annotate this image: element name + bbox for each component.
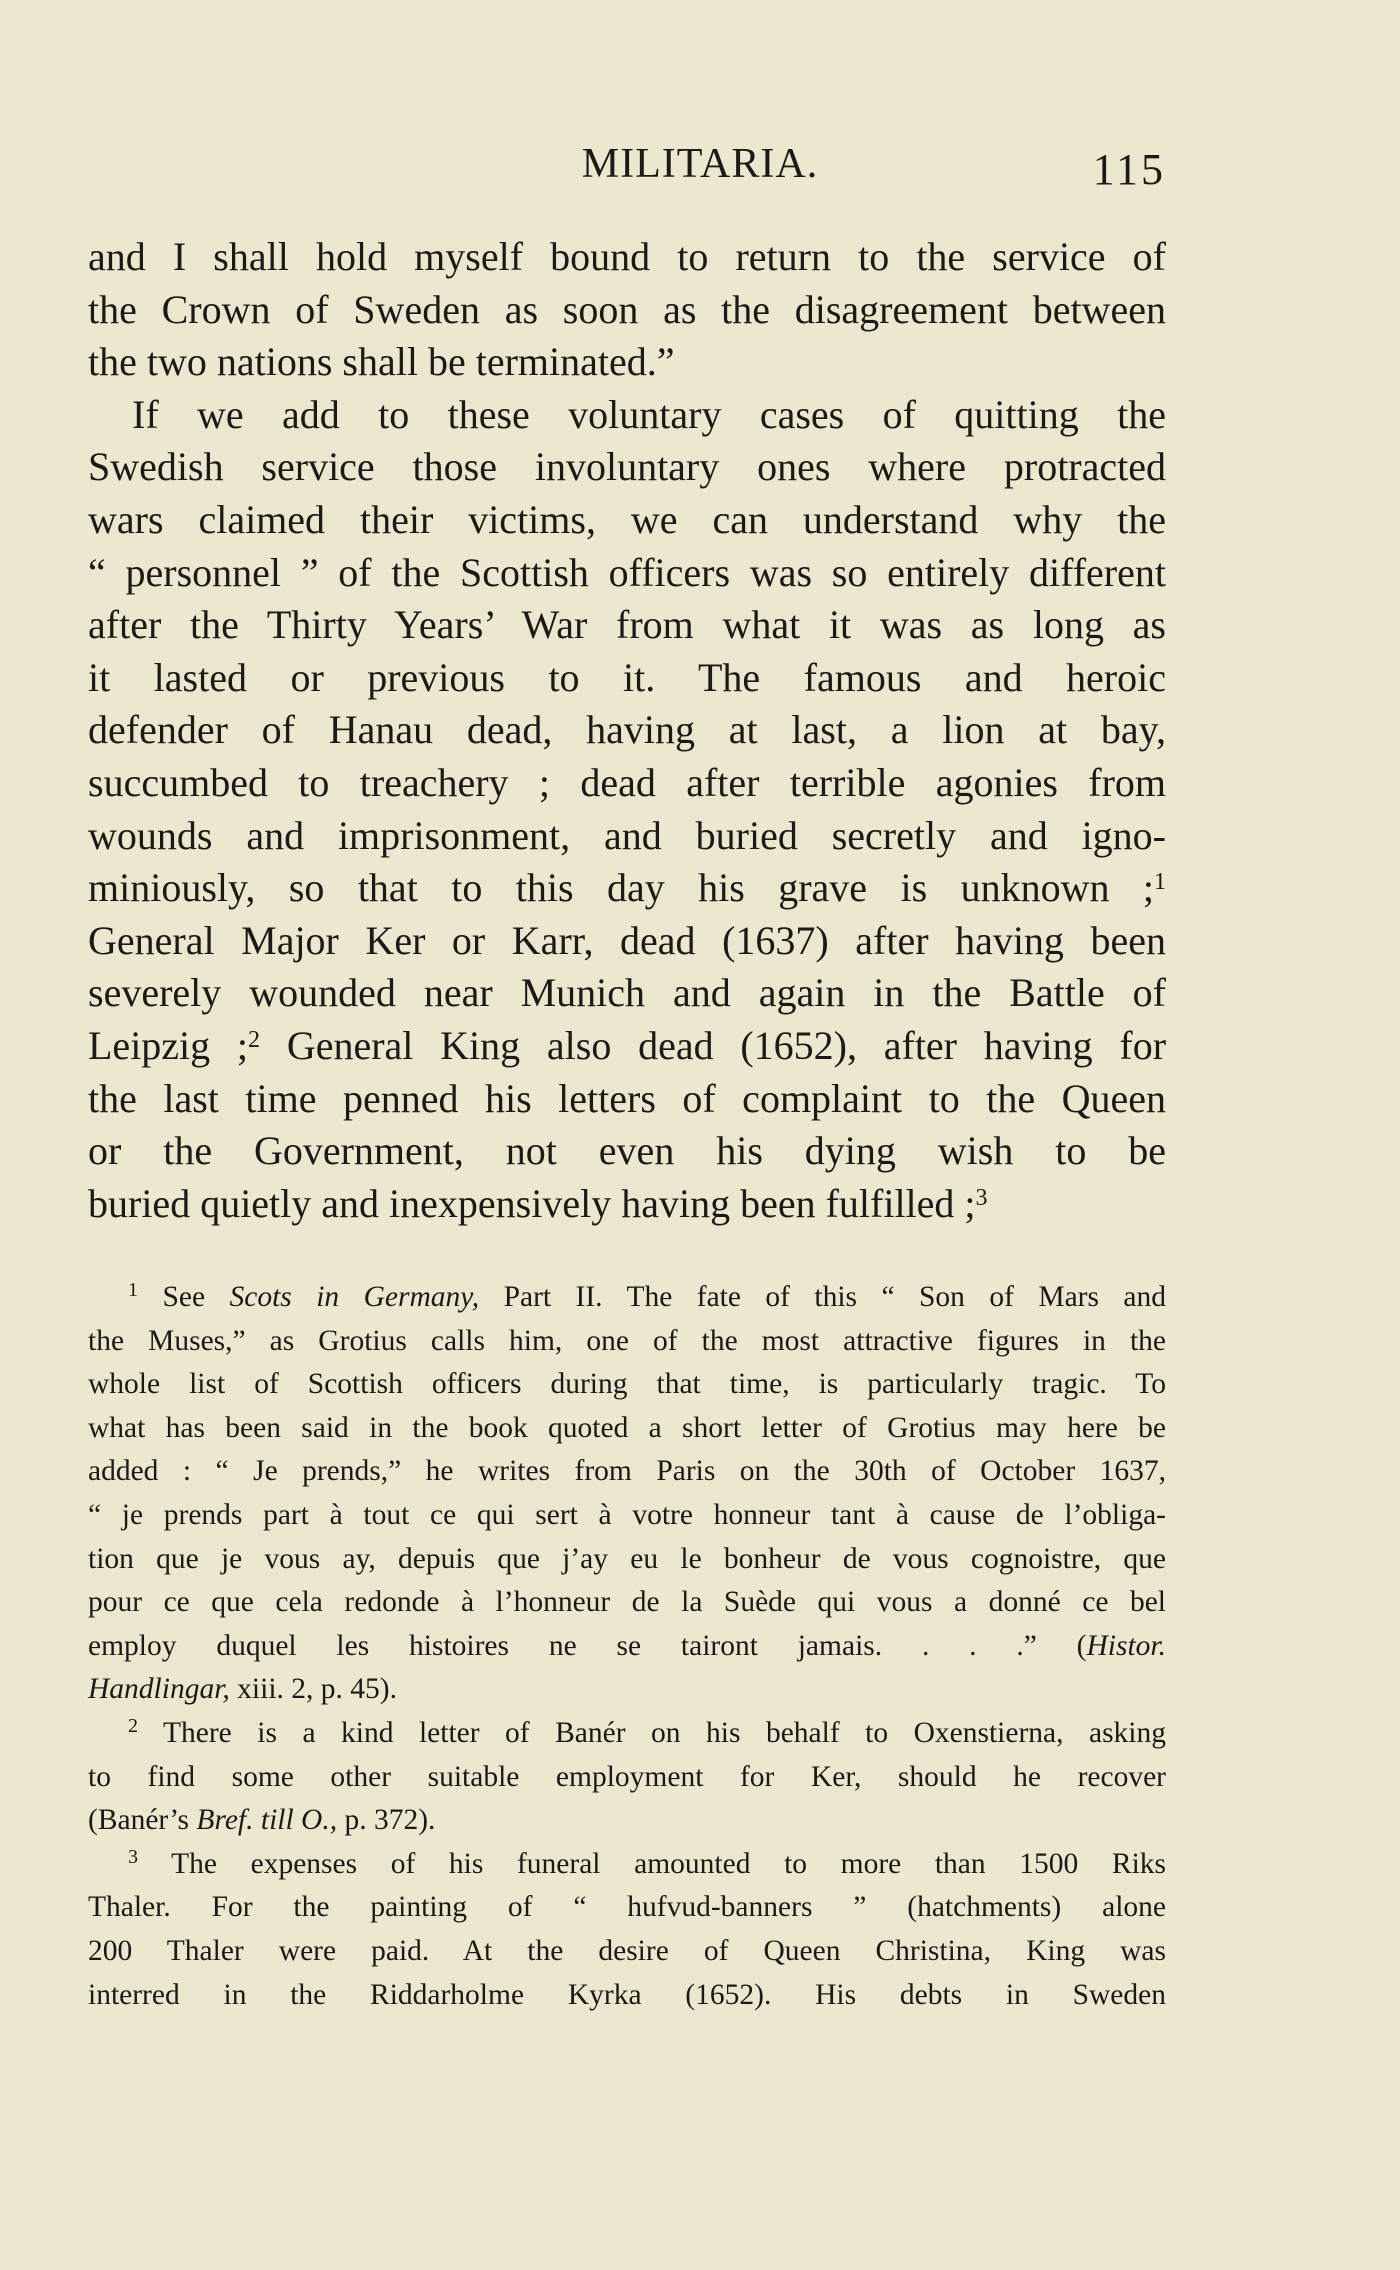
body-line: and I shall hold myself bound to return to the service of bbox=[88, 234, 1166, 279]
footnote-line bbox=[88, 1276, 1166, 1320]
footnote-text: There is a kind letter of Banér on his behalf to Oxenstierna, asking bbox=[163, 1716, 1166, 1749]
footnote-text: employ duquel les histoires ne se tairont jamais. . . .” ( bbox=[88, 1629, 1087, 1662]
footnote-line: whole list of Scottish officers during that time, is particularly tragic. To bbox=[88, 1368, 1166, 1401]
body-line: “ personnel ” of the Scottish officers was so entirely different bbox=[88, 549, 1166, 595]
body-text bbox=[88, 231, 1166, 1230]
book-title: Handlingar, bbox=[88, 1673, 230, 1706]
running-head bbox=[0, 140, 1400, 200]
body-line: If we add to these voluntary cases of quitting the bbox=[132, 391, 1166, 437]
body-line: the last time penned his letters of complaint to the Queen bbox=[88, 1075, 1166, 1121]
book-title: Bref. till O., bbox=[196, 1804, 338, 1837]
body-line bbox=[88, 1020, 1166, 1073]
body-line bbox=[88, 1178, 1166, 1231]
footnote-line bbox=[88, 1843, 1166, 1887]
body-line: it lasted or previous to it. The famous and heroic bbox=[88, 654, 1166, 700]
footnote-marker: 2 bbox=[248, 1026, 261, 1053]
body-line: General Major Ker or Karr, dead (1637) after having been bbox=[88, 917, 1166, 963]
footnote-marker: 3 bbox=[975, 1184, 988, 1211]
footnote-number: 3 bbox=[128, 1845, 139, 1868]
footnote-text: xiii. 2, p. 45). bbox=[237, 1673, 397, 1706]
body-line: or the Government, not even his dying wish to be bbox=[88, 1128, 1166, 1174]
footnote-line: added : “ Je prends,” he writes from Paris on the 30th of October 1637, bbox=[88, 1455, 1166, 1488]
footnote-text: The expenses of his funeral amounted to more than 1500 Riks bbox=[171, 1847, 1166, 1880]
running-title: MILITARIA. bbox=[581, 141, 819, 187]
footnote-line: “ je prends part à tout ce qui sert à votre honneur tant à cause de l’obliga- bbox=[88, 1498, 1166, 1531]
footnote-line bbox=[88, 1799, 1166, 1843]
body-line: defender of Hanau dead, having at last, a lion at bay, bbox=[88, 707, 1166, 753]
body-line-text: buried quietly and inexpensively having been fulfilled ; bbox=[88, 1180, 976, 1226]
footnote-line: Thaler. For the painting of “ hufvud-banners ” (hatchments) alone bbox=[88, 1891, 1166, 1924]
body-line-text: miniously, so that to this day his grave is unknown ; bbox=[88, 865, 1154, 911]
footnote-line bbox=[88, 1668, 1166, 1712]
page-number: 115 bbox=[1092, 145, 1166, 194]
body-line: after the Thirty Years’ War from what it was as long as bbox=[88, 602, 1166, 648]
footnote-number: 2 bbox=[128, 1714, 139, 1737]
body-line: succumbed to treachery ; dead after terrible agonies from bbox=[88, 759, 1166, 805]
body-line: the Crown of Sweden as soon as the disagreement between bbox=[88, 286, 1166, 332]
body-line-text: General King also dead (1652), after having for bbox=[286, 1022, 1167, 1068]
body-line: the two nations shall be terminated.” bbox=[88, 339, 675, 385]
footnote-text: (Banér’s bbox=[88, 1804, 190, 1837]
body-line: wars claimed their victims, we can understand why the bbox=[88, 496, 1166, 542]
footnotes bbox=[88, 1276, 1166, 2017]
footnote-line bbox=[88, 1625, 1166, 1669]
book-title: Histor. bbox=[1086, 1629, 1166, 1662]
body-line: Swedish service those involuntary ones where protracted bbox=[88, 444, 1166, 490]
footnote-line: interred in the Riddarholme Kyrka (1652). His debts in Sweden bbox=[88, 1978, 1166, 2011]
body-line: severely wounded near Munich and again in the Battle of bbox=[88, 970, 1166, 1016]
footnote-line bbox=[88, 1712, 1166, 1756]
footnote-line: what has been said in the book quoted a short letter of Grotius may here be bbox=[88, 1411, 1166, 1444]
footnote-line: to find some other suitable employment for Ker, should he recover bbox=[88, 1760, 1166, 1793]
footnote-line: tion que je vous ay, depuis que j’ay eu le bonheur de vous cognoistre, que bbox=[88, 1542, 1166, 1575]
footnote-marker: 1 bbox=[1154, 869, 1166, 896]
body-line bbox=[88, 862, 1166, 915]
footnote-line: the Muses,” as Grotius calls him, one of the most attractive figures in the bbox=[88, 1324, 1166, 1357]
footnote-text: See bbox=[162, 1281, 206, 1313]
body-line: wounds and imprisonment, and buried secretly and igno- bbox=[88, 812, 1166, 858]
footnote-line: 200 Thaler were paid. At the desire of Queen Christina, King was bbox=[88, 1934, 1166, 1967]
footnote-text: Part II. The fate of this “ Son of Mars and bbox=[503, 1281, 1166, 1313]
footnote-text: p. 372). bbox=[344, 1804, 436, 1837]
book-title: Scots in Germany, bbox=[229, 1281, 480, 1313]
body-line-text: Leipzig ; bbox=[88, 1022, 249, 1068]
footnote-line: pour ce que cela redonde à l’honneur de la Suède qui vous a donné ce bel bbox=[88, 1586, 1166, 1619]
footnote-number: 1 bbox=[128, 1278, 139, 1301]
